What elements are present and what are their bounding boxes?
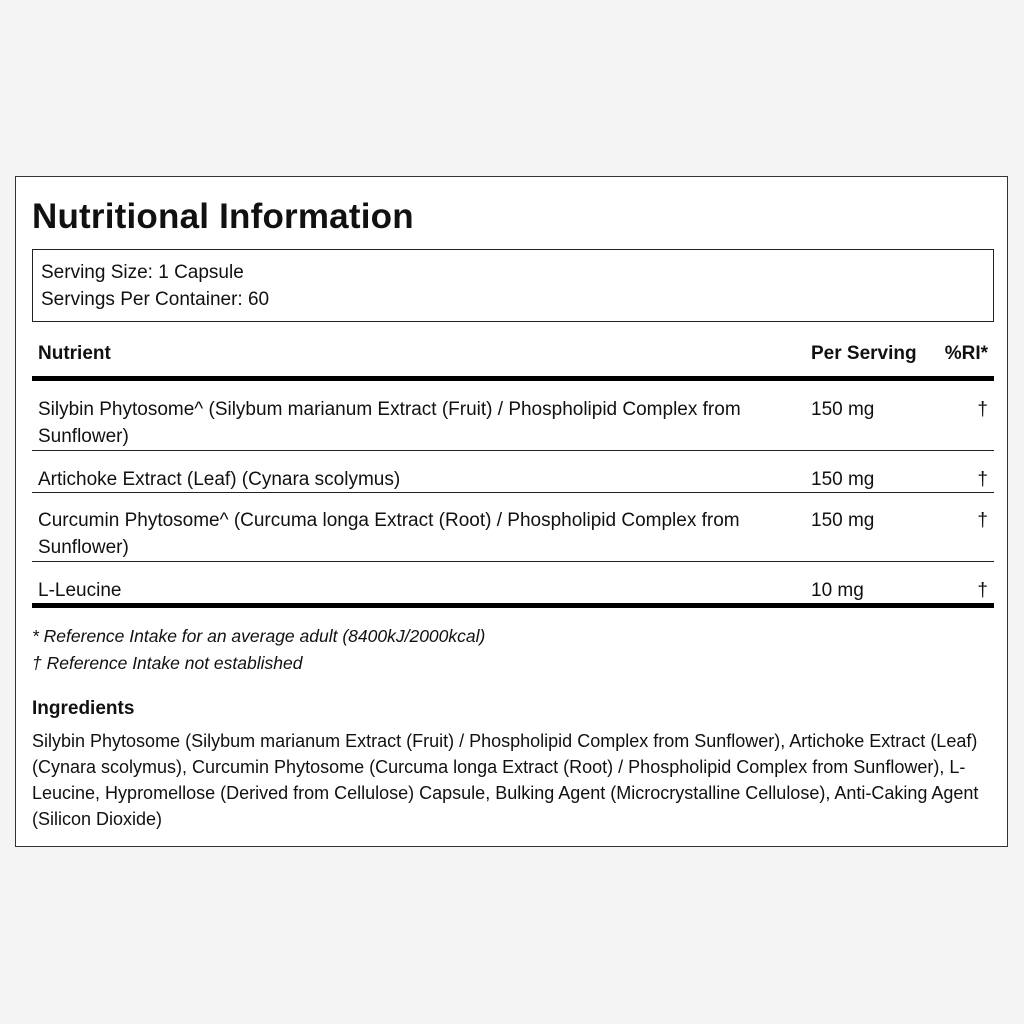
nutrient-name: L-Leucine bbox=[38, 580, 122, 601]
nutrient-name: Curcumin Phytosome^ (Curcuma longa Extract (Root) / Phospholipid Complex from Sunflower) bbox=[38, 510, 740, 558]
footnotes bbox=[32, 623, 485, 677]
nutrient-ri: † bbox=[977, 510, 988, 531]
servings-per-container: Servings Per Container: 60 bbox=[41, 289, 270, 310]
nutrient-name: Silybin Phytosome^ (Silybum marianum Extract (Fruit) / Phospholipid Complex from Sunflower) bbox=[38, 399, 741, 447]
nutrient-amount: 150 mg bbox=[811, 399, 875, 420]
nutrient-name: Artichoke Extract (Leaf) (Cynara scolymus) bbox=[38, 469, 401, 490]
column-header-ri: %RI* bbox=[944, 343, 988, 364]
footnote-reference-intake: * Reference Intake for an average adult (8400kJ/2000kcal) bbox=[32, 626, 486, 646]
footnote-not-established: † Reference Intake not established bbox=[32, 653, 303, 673]
nutrient-table-header bbox=[32, 335, 994, 381]
serving-size: Serving Size: 1 Capsule bbox=[41, 262, 244, 283]
nutrient-amount: 150 mg bbox=[811, 510, 875, 531]
table-row bbox=[32, 492, 994, 562]
ingredients-heading: Ingredients bbox=[32, 698, 135, 719]
nutrient-ri: † bbox=[977, 580, 988, 601]
nutrient-amount: 10 mg bbox=[811, 580, 864, 601]
nutrition-panel bbox=[15, 176, 1008, 847]
column-header-per-serving: Per Serving bbox=[811, 343, 917, 364]
serving-info-box bbox=[32, 249, 994, 322]
column-header-nutrient: Nutrient bbox=[38, 343, 111, 364]
nutrient-ri: † bbox=[977, 469, 988, 490]
nutrient-ri: † bbox=[977, 399, 988, 420]
ingredients-text: Silybin Phytosome (Silybum marianum Extract (Fruit) / Phospholipid Complex from Sunflower), Artichoke Extract (Leaf) (Cynara scolymus), Curcumin Phytosome (Curcuma longa Extract (Root) / Phospholipid Complex from Sunflower), L-Leucine, Hypromellose (Derived from Cellulose) Capsule, Bulking Agent (Microcrystalline Cellulose), Anti-Caking Agent (Silicon Dioxide) bbox=[32, 731, 979, 829]
nutrient-amount: 150 mg bbox=[811, 469, 875, 490]
table-row bbox=[32, 381, 994, 451]
panel-title: Nutritional Information bbox=[32, 197, 414, 236]
table-row bbox=[32, 562, 994, 608]
table-row bbox=[32, 451, 994, 493]
